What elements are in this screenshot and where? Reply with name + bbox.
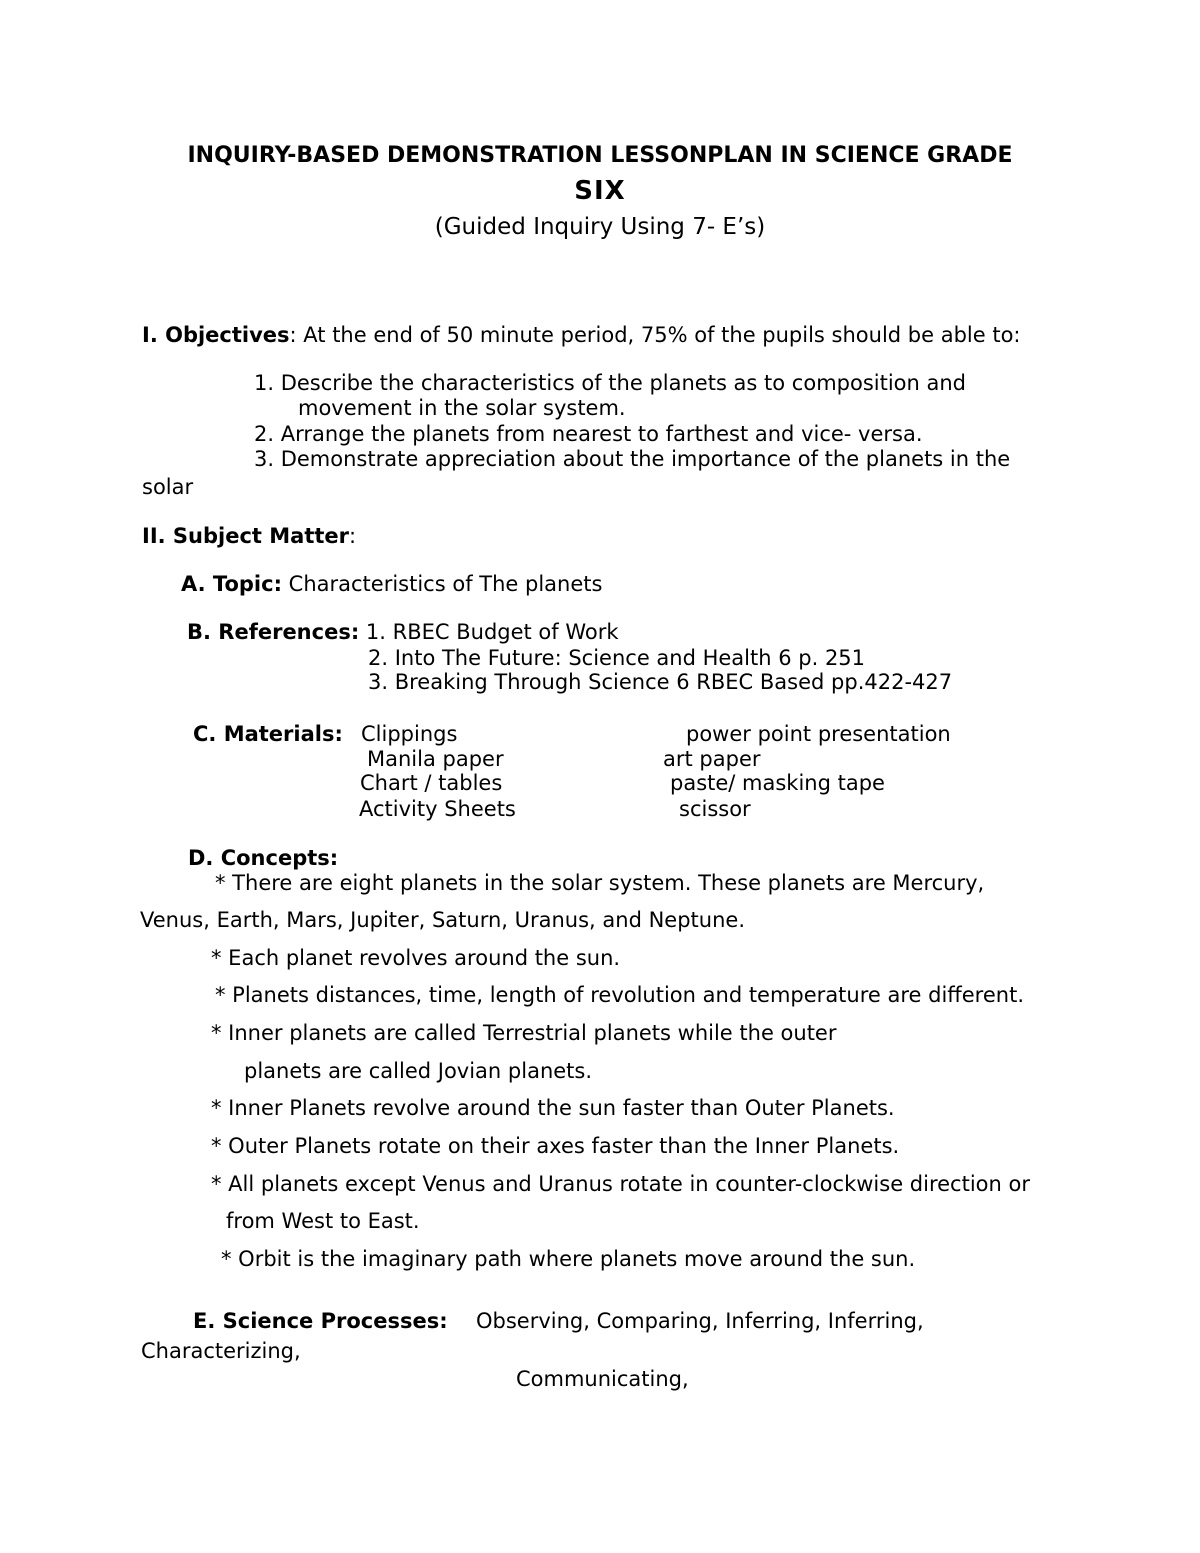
- material-item: paste/ masking tape: [670, 771, 885, 795]
- subject-matter-heading: [142, 526, 356, 547]
- concept-item: * Planets distances, time, length of revolution and temperature are different.: [215, 983, 1024, 1007]
- science-processes-continued: Communicating,: [516, 1367, 689, 1391]
- material-item: Manila paper: [367, 747, 504, 771]
- references-line: [187, 622, 619, 643]
- concept-item-continued: from West to East.: [226, 1209, 420, 1233]
- objectives-intro: : At the end of 50 minute period, 75% of the pupils should be able to:: [289, 323, 1021, 347]
- references-label: B. References:: [187, 620, 360, 644]
- objective-item-2: 2. Arrange the planets from nearest to farthest and vice- versa.: [254, 422, 923, 446]
- materials-label: C. Materials:: [193, 722, 343, 746]
- topic-line: [181, 574, 602, 595]
- science-processes-value: Observing, Comparing, Inferring, Inferring,: [476, 1309, 924, 1333]
- material-item: scissor: [679, 797, 751, 821]
- subject-matter-label: II. Subject Matter: [142, 524, 350, 548]
- science-processes-continued: Characterizing,: [141, 1339, 301, 1363]
- concepts-label: D. Concepts:: [188, 846, 339, 870]
- objective-item-1: 1. Describe the characteristics of the planets as to composition and: [254, 371, 967, 395]
- objectives-heading: [142, 325, 1021, 346]
- topic-value: Characteristics of The planets: [281, 572, 603, 596]
- material-item: Activity Sheets: [359, 797, 516, 821]
- science-processes-label: E. Science Processes:: [193, 1309, 448, 1333]
- concept-item: * Each planet revolves around the sun.: [211, 946, 621, 970]
- material-item: art paper: [663, 747, 761, 771]
- reference-item-1: 1. RBEC Budget of Work: [359, 620, 619, 644]
- reference-item-3: 3. Breaking Through Science 6 RBEC Based pp.422-427: [368, 670, 953, 694]
- material-item: Clippings: [361, 722, 458, 746]
- material-item: Chart / tables: [360, 771, 503, 795]
- objective-item-3-continued: solar: [142, 475, 194, 499]
- objective-item-1-continued: movement in the solar system.: [298, 396, 626, 420]
- concept-item: * Inner planets are called Terrestrial planets while the outer: [211, 1021, 837, 1045]
- objectives-label: I. Objectives: [142, 323, 290, 347]
- objective-item-3: 3. Demonstrate appreciation about the importance of the planets in the: [254, 447, 1011, 471]
- concept-item: * There are eight planets in the solar system. These planets are Mercury,: [215, 871, 985, 895]
- concept-item-continued: Venus, Earth, Mars, Jupiter, Saturn, Uranus, and Neptune.: [140, 908, 745, 932]
- page-subtitle: (Guided Inquiry Using 7- E’s): [434, 214, 766, 240]
- topic-label: A. Topic:: [181, 572, 282, 596]
- material-item: power point presentation: [686, 722, 951, 746]
- concept-item: * Outer Planets rotate on their axes faster than the Inner Planets.: [211, 1134, 900, 1158]
- reference-item-2: 2. Into The Future: Science and Health 6 p. 251: [368, 646, 866, 670]
- concept-item: * All planets except Venus and Uranus rotate in counter-clockwise direction or: [211, 1172, 1030, 1196]
- page-title-continued: SIX: [574, 176, 626, 206]
- concept-item-continued: planets are called Jovian planets.: [244, 1059, 593, 1083]
- subject-matter-colon: :: [349, 524, 357, 548]
- page-title: INQUIRY-BASED DEMONSTRATION LESSONPLAN IN SCIENCE GRADE: [187, 143, 1013, 168]
- concept-item: * Orbit is the imaginary path where planets move around the sun.: [221, 1247, 916, 1271]
- concept-item: * Inner Planets revolve around the sun faster than Outer Planets.: [211, 1096, 895, 1120]
